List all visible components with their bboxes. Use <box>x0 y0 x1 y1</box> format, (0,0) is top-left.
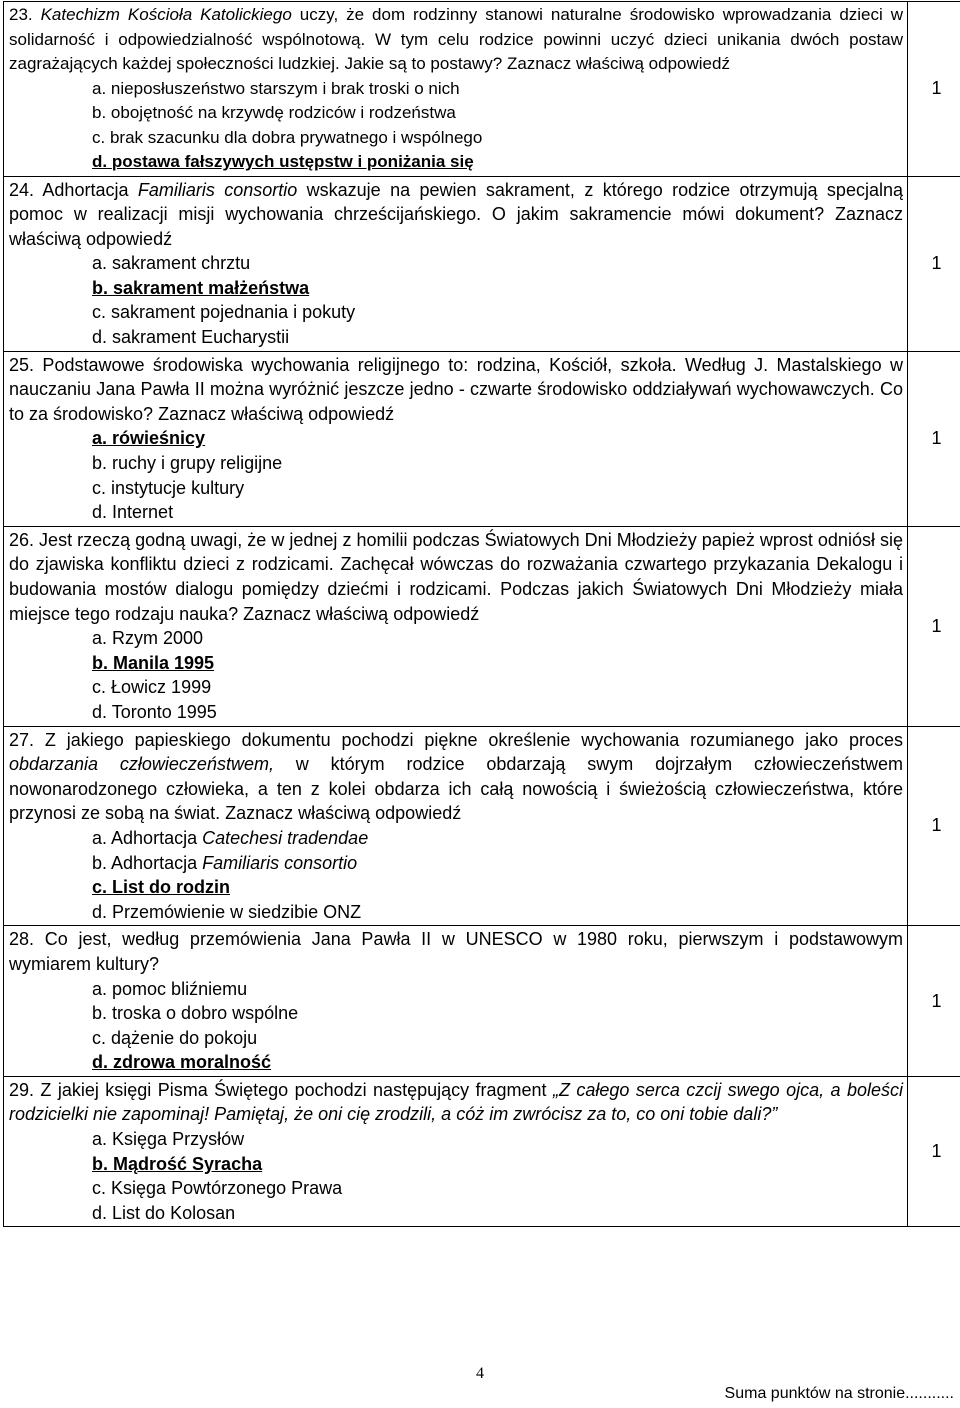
points-cell <box>908 926 960 1077</box>
exam-table-body <box>4 2 960 1227</box>
answer-option-letter: d. <box>92 1052 108 1073</box>
answer-option-letter: c. <box>92 1027 107 1048</box>
answer-option-letter: c. <box>92 1178 107 1199</box>
question-row <box>4 526 960 726</box>
answer-option <box>9 851 903 876</box>
answer-option-letter: a. <box>92 827 108 848</box>
question-cell <box>4 2 908 177</box>
answer-option <box>9 1201 903 1226</box>
answer-option-text: Łowicz 1999 <box>111 677 212 698</box>
answer-option-text: sakrament chrztu <box>112 253 251 274</box>
question-stem-text: 26. Jest rzeczą godną uwagi, że w jednej z homilii podczas Światowych Dni Młodzieży papież wprost odniósł się do zjawiska konfliktu dzieci z rodzicami. Zachęcał wówczas do rozważania czwartego przykazania Dekalogu i budowania mostów dialogu pomiędzy dziećmi i rodzicami. Podczas jakich Światowych Dni Młodzieży miała miejsce tego rodzaju nauka? Zaznacz właściwą odpowiedź <box>9 529 903 624</box>
answer-option-text: Rzym 2000 <box>112 628 204 649</box>
answer-option <box>9 900 903 925</box>
answer-option-letter: b. <box>92 852 108 873</box>
answer-option-text: brak szacunku dla dobra prywatnego i wspólnego <box>109 127 483 147</box>
answer-option <box>9 77 903 102</box>
question-row <box>4 2 960 177</box>
question-row <box>4 726 960 926</box>
answer-option <box>9 1127 903 1152</box>
answer-option <box>9 500 903 525</box>
answer-option-letter: d. <box>92 901 108 922</box>
answer-option <box>9 126 903 151</box>
answer-option-correct <box>9 651 903 676</box>
question-stem <box>9 353 903 427</box>
answer-option-text: Adhortacja <box>111 827 203 848</box>
answer-option-correct <box>9 150 903 175</box>
answer-option <box>9 101 903 126</box>
question-stem-text: w którym rodzice obdarzają swym dojrzałym człowieczeństwem nowonarodzonego człowieka, a ten z kolei obdarza ich całą nowością i świeżością człowieczeństwa, które przynosi ze sobą na świat. Zaznacz właściwą odpowiedź <box>9 754 903 824</box>
question-cell <box>4 726 908 926</box>
answer-option <box>9 300 903 325</box>
answer-option-letter: a. <box>92 1129 108 1150</box>
answer-option-letter: d. <box>92 327 108 348</box>
page-points-sum: Suma punktów na stronie........... <box>724 1385 954 1402</box>
question-stem <box>9 927 903 976</box>
answer-option-correct <box>9 1152 903 1177</box>
answer-option-letter: c. <box>92 677 107 698</box>
question-stem-text: 27. Z jakiego papieskiego dokumentu pochodzi piękne określenie wychowania rozumianego jako proces <box>9 729 903 750</box>
answer-option-letter: a. <box>92 628 108 649</box>
question-stem <box>9 728 903 826</box>
answer-option-letter: d. <box>92 701 108 722</box>
points-cell <box>908 526 960 726</box>
answer-option-letter: b. <box>92 453 108 474</box>
answer-option-text: Adhortacja <box>111 852 203 873</box>
question-row <box>4 926 960 1077</box>
answer-option <box>9 251 903 276</box>
answer-option-correct <box>9 276 903 301</box>
question-stem-text: uczy, że dom rodzinny stanowi naturalne środowisko wprowadzania dzieci w solidarność i odpowiedzialność wspólnotową. W tym celu rodzice powinni uczyć dzieci unikania dwóch postaw zagrażających każdej społeczności ludzkiej. Jakie są to postawy? Zaznacz właściwą odpowiedź <box>9 5 904 73</box>
question-stem-italic-text: obdarzania człowieczeństwem, <box>9 754 274 775</box>
points-value: 1 <box>931 990 942 1011</box>
answer-option-text: sakrament pojednania i pokuty <box>111 302 356 323</box>
answer-option <box>9 325 903 350</box>
answer-option-text: dążenie do pokoju <box>111 1027 258 1048</box>
answer-option-letter: c. <box>92 127 106 147</box>
answer-option <box>9 476 903 501</box>
question-stem-text: 23. <box>9 5 41 24</box>
answer-option <box>9 1176 903 1201</box>
question-stem-text: 24. Adhortacja <box>9 179 138 200</box>
answer-option-letter: b. <box>92 1153 108 1174</box>
answer-option <box>9 675 903 700</box>
answer-option-letter: b. <box>92 103 107 122</box>
answer-option-text: Mądrość Syracha <box>113 1153 263 1174</box>
question-stem-italic-text: Familiaris consortio <box>137 179 298 200</box>
answer-option-correct <box>9 426 903 451</box>
points-cell <box>908 176 960 351</box>
question-row <box>4 176 960 351</box>
question-cell <box>4 176 908 351</box>
answer-option-letter: c. <box>92 302 107 323</box>
question-cell <box>4 1076 908 1227</box>
answer-option <box>9 700 903 725</box>
answer-option-letter: b. <box>92 652 108 673</box>
answer-option-letter: d. <box>92 152 108 171</box>
question-stem-text: wskazuje na pewien sakrament, z którego rodzice otrzymują specjalną pomoc w realizacji misji wychowania chrześcijańskiego. O jakim sakramencie mówi dokument? Zaznacz właściwą odpowiedź <box>9 179 903 249</box>
question-stem <box>9 178 903 252</box>
points-value: 1 <box>931 615 942 636</box>
question-stem-text: 25. Podstawowe środowiska wychowania religijnego to: rodzina, Kościół, szkoła. Według J. Mastalskiego w nauczaniu Jana Pawła II można wyróżnić jeszcze jedno - czwarte środowisko oddziaływań wychowawczych. Co to za środowisko? Zaznacz właściwą odpowiedź <box>9 354 903 424</box>
points-value: 1 <box>931 815 942 836</box>
answer-option-letter: a. <box>92 78 107 98</box>
question-row <box>4 1076 960 1227</box>
answer-option <box>9 1001 903 1026</box>
points-cell <box>908 726 960 926</box>
answer-option-letter: a. <box>92 428 108 449</box>
question-stem <box>9 528 903 626</box>
question-cell <box>4 526 908 726</box>
answer-option-text: Toronto 1995 <box>111 701 217 722</box>
question-stem-text: 29. Z jakiej księgi Pisma Świętego pochodzi następujący fragment <box>9 1079 553 1100</box>
question-stem-italic-text: Katechizm Kościoła Katolickiego <box>40 5 292 24</box>
answer-option-letter: b. <box>92 1003 108 1024</box>
answer-option-letter: c. <box>92 877 108 898</box>
points-value: 1 <box>931 253 942 274</box>
answer-option-text: Internet <box>112 502 174 523</box>
answer-option-text: Manila 1995 <box>113 652 215 673</box>
answer-option-text: zdrowa moralność <box>113 1052 272 1073</box>
answer-option-text: Księga Powtórzonego Prawa <box>111 1178 343 1199</box>
answer-option-correct <box>9 875 903 900</box>
answer-option-text: Księga Przysłów <box>112 1129 245 1150</box>
question-row <box>4 351 960 526</box>
question-stem-italic-text: „Z całego serca czcij swego ojca, a boleści rodzicielki nie zapominaj! Pamiętaj, że oni cię zrodzili, a cóż im zwrócisz za to, co oni tobie dali?” <box>9 1079 903 1125</box>
answer-option-text: List do rodzin <box>112 877 231 898</box>
question-stem <box>9 1078 903 1127</box>
answer-option <box>9 977 903 1002</box>
answer-option-text: instytucje kultury <box>111 477 245 498</box>
question-cell <box>4 926 908 1077</box>
answer-option-italic-text: Catechesi tradendae <box>202 827 369 848</box>
question-stem-text: 28. Co jest, według przemówienia Jana Pawła II w UNESCO w 1980 roku, pierwszym i podstawowym wymiarem kultury? <box>9 929 903 974</box>
points-cell <box>908 351 960 526</box>
answer-option-letter: b. <box>92 277 108 298</box>
answer-option <box>9 1026 903 1051</box>
answer-option-text: obojętność na krzywdę rodziców i rodzeństwa <box>110 103 456 122</box>
answer-option-text: pomoc bliźniemu <box>112 978 248 999</box>
exam-table <box>3 1 960 1227</box>
answer-option-letter: a. <box>92 978 108 999</box>
page-number: 4 <box>476 1365 484 1382</box>
points-cell <box>908 2 960 177</box>
answer-option-text: ruchy i grupy religijne <box>112 453 283 474</box>
question-cell <box>4 351 908 526</box>
answer-option-text: nieposłuszeństwo starszym i brak troski o nich <box>110 78 460 98</box>
answer-option-text: List do Kolosan <box>112 1202 236 1223</box>
answer-option-italic-text: Familiaris consortio <box>202 852 358 873</box>
points-cell <box>908 1076 960 1227</box>
answer-option-text: postawa fałszywych ustępstw i poniżania się <box>111 152 474 171</box>
answer-option <box>9 826 903 851</box>
answer-option <box>9 626 903 651</box>
answer-option-letter: a. <box>92 253 108 274</box>
answer-option-text: sakrament małżeństwa <box>113 277 310 298</box>
answer-option-correct <box>9 1050 903 1075</box>
answer-option-letter: d. <box>92 1202 108 1223</box>
answer-option-text: Przemówienie w siedzibie ONZ <box>112 901 362 922</box>
points-value: 1 <box>931 428 942 449</box>
answer-option <box>9 451 903 476</box>
answer-option-text: sakrament Eucharystii <box>112 327 290 348</box>
points-value: 1 <box>931 1141 942 1162</box>
question-stem <box>9 3 903 77</box>
answer-option-text: troska o dobro wspólne <box>112 1003 299 1024</box>
answer-option-letter: c. <box>92 477 107 498</box>
points-value: 1 <box>931 78 942 99</box>
answer-option-text: rówieśnicy <box>112 428 206 449</box>
answer-option-letter: d. <box>92 502 108 523</box>
